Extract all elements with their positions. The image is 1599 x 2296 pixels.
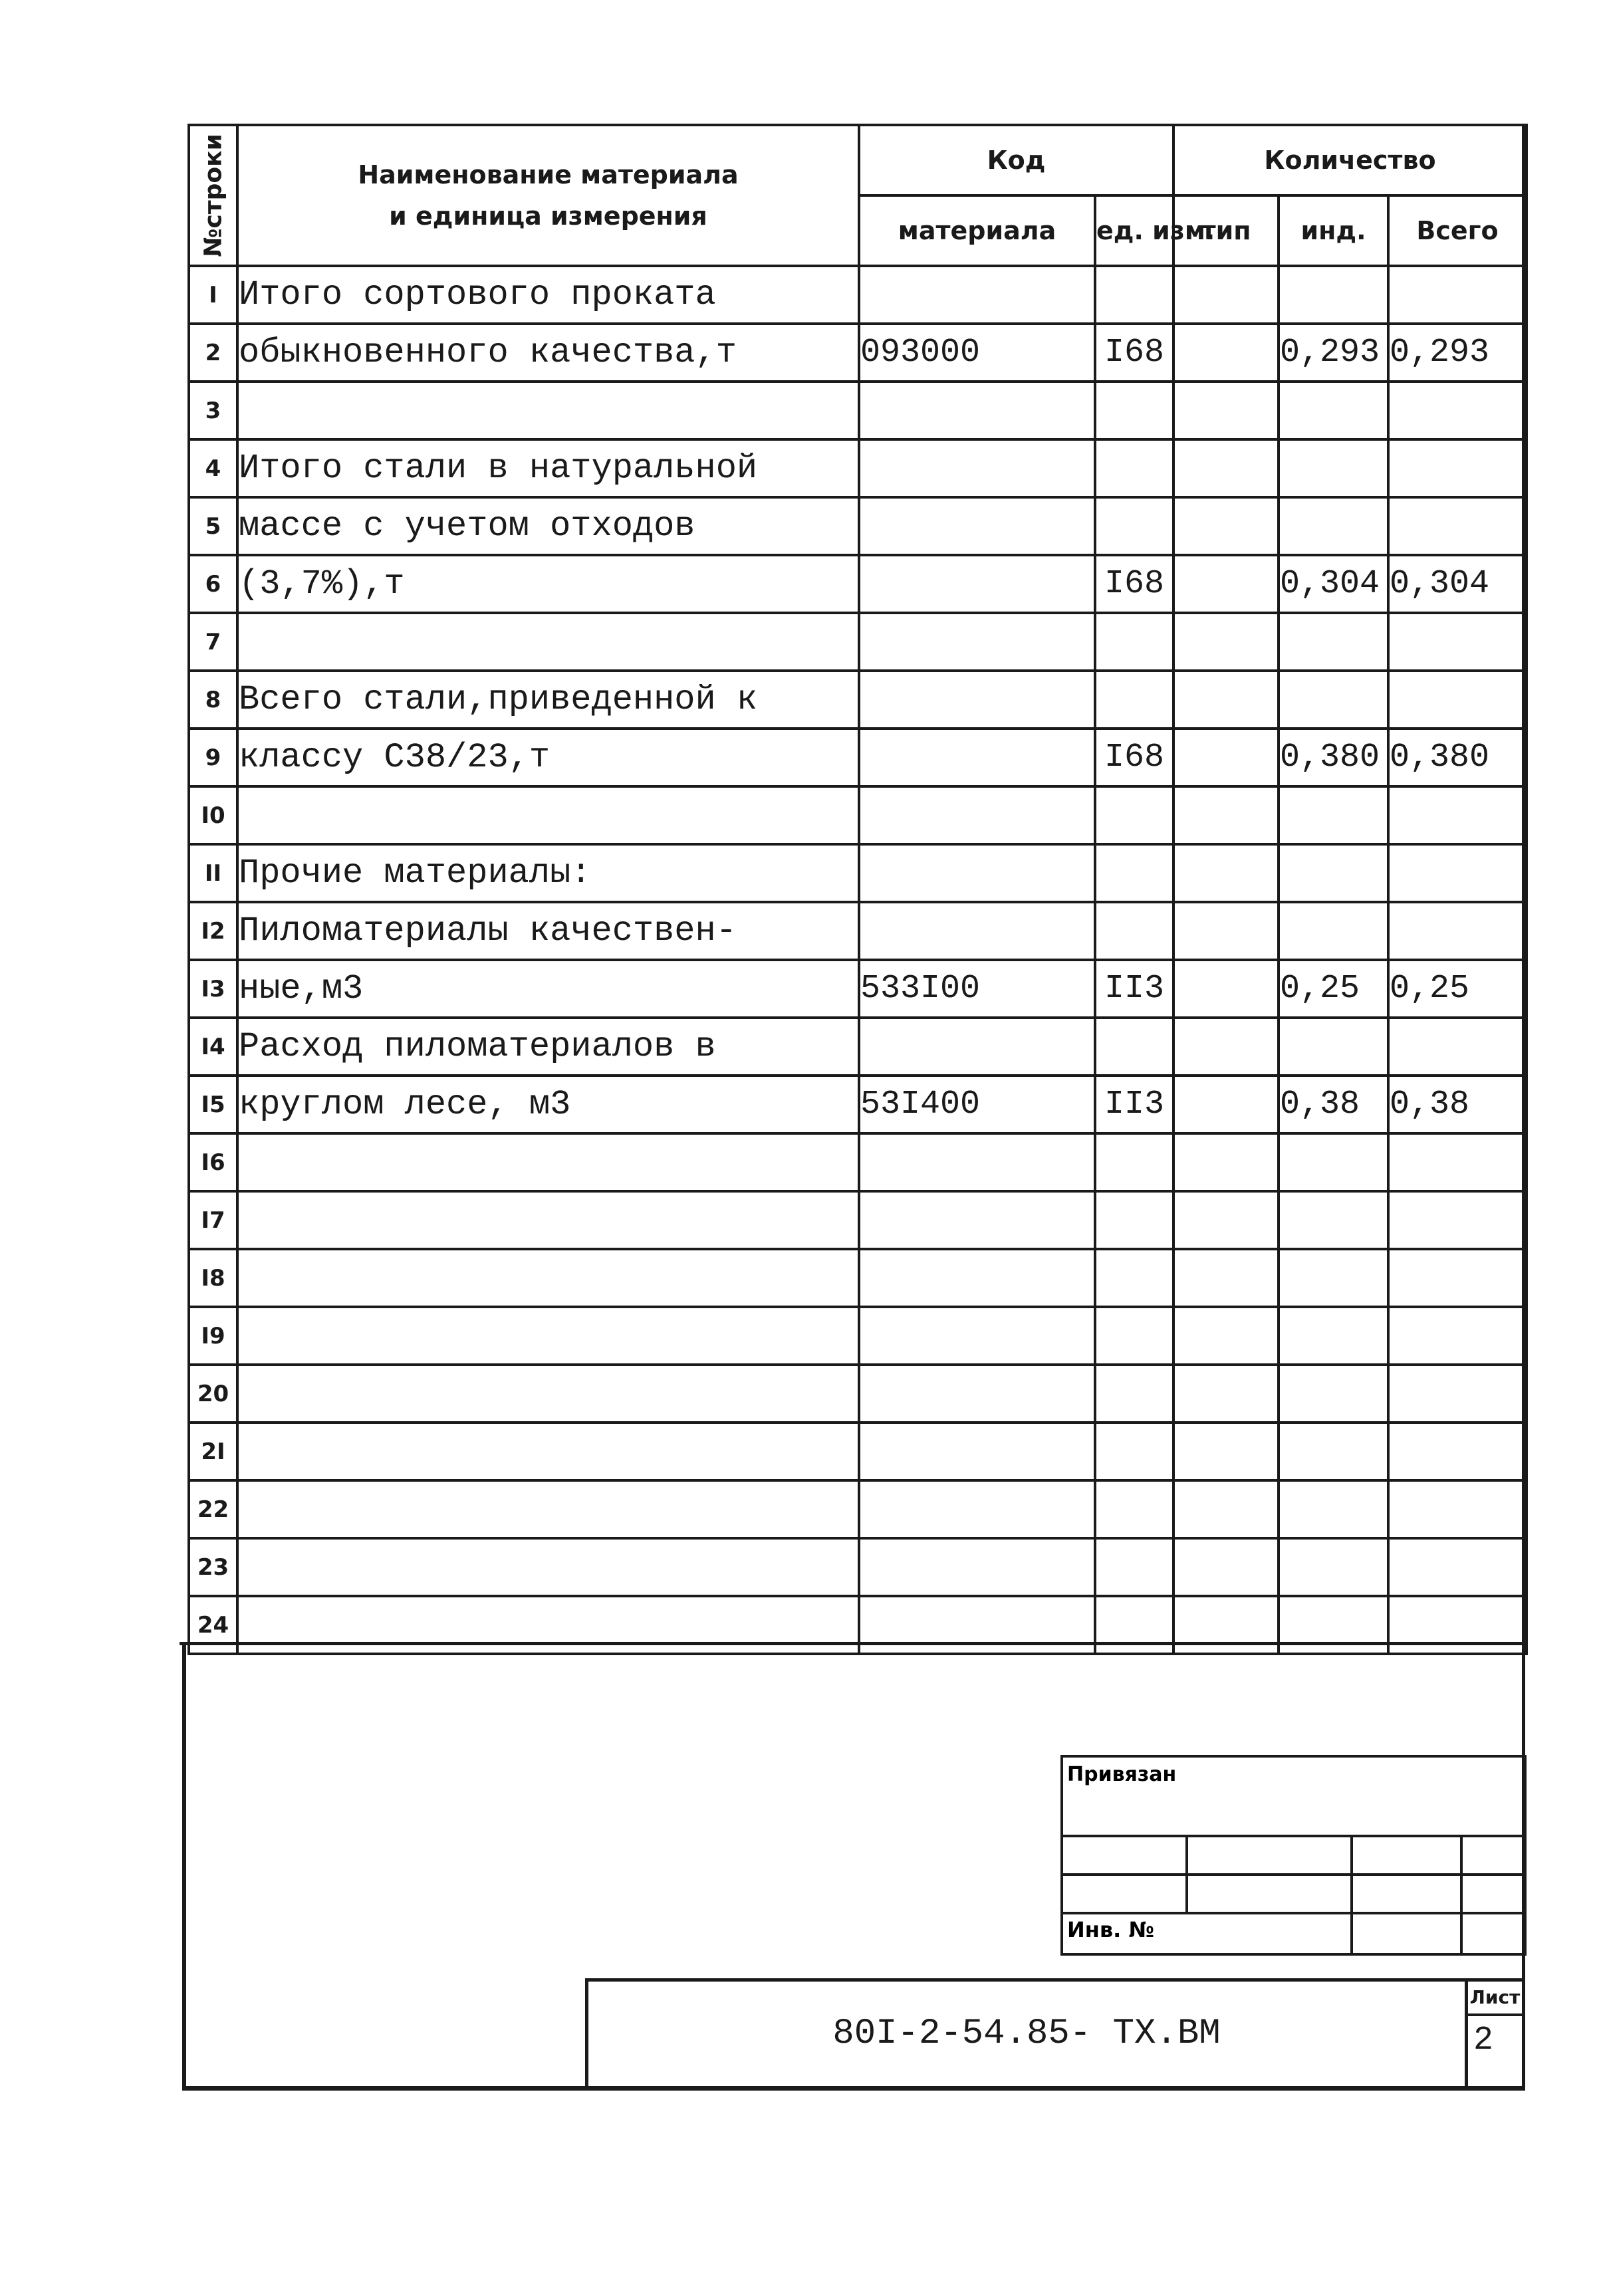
quantity-type-cell: [1173, 1365, 1279, 1423]
quantity-ind-cell: 0,293: [1279, 324, 1388, 382]
material-code-cell: [859, 266, 1095, 324]
quantity-ind-cell: [1279, 844, 1388, 902]
table-row: [189, 1191, 1527, 1249]
table-row: [189, 786, 1527, 844]
unit-code-cell: [1095, 439, 1173, 497]
quantity-total-cell: [1388, 1191, 1527, 1249]
total-header: Всего: [1388, 195, 1527, 266]
quantity-type-cell: [1173, 1538, 1279, 1596]
quantity-total-cell: [1388, 266, 1527, 324]
material-name-cell: Пиломатериалы качествен-: [237, 902, 859, 960]
material-code-cell: [859, 729, 1095, 786]
material-name-cell: Прочие материалы:: [237, 844, 859, 902]
row-number-header: №строки: [189, 125, 237, 266]
quantity-ind-cell: 0,38: [1279, 1076, 1388, 1133]
material-name-cell: Итого стали в натуральной: [237, 439, 859, 497]
material-name-cell: [237, 1538, 859, 1596]
quantity-total-cell: [1388, 382, 1527, 439]
row-number-cell: I9: [189, 1307, 237, 1365]
quantity-total-cell: 0,293: [1388, 324, 1527, 382]
quantity-type-cell: [1173, 1133, 1279, 1191]
quantity-ind-cell: [1279, 266, 1388, 324]
material-name-header: [237, 125, 859, 266]
row-number-cell: II: [189, 844, 237, 902]
quantity-ind-cell: [1279, 1480, 1388, 1538]
material-name-cell: ные,м3: [237, 960, 859, 1018]
quantity-total-cell: [1388, 1365, 1527, 1423]
table-row: [189, 1018, 1527, 1076]
quantity-total-cell: 0,380: [1388, 729, 1527, 786]
type-header: тип: [1173, 195, 1279, 266]
row-number-cell: 2: [189, 324, 237, 382]
table-row: [189, 382, 1527, 439]
table-row: [189, 497, 1527, 555]
material-code-cell: [859, 671, 1095, 729]
quantity-type-cell: [1173, 786, 1279, 844]
material-code-cell: [859, 382, 1095, 439]
table-row: [189, 1538, 1527, 1596]
material-code-cell: [859, 902, 1095, 960]
ind-header: инд.: [1279, 195, 1388, 266]
quantity-total-cell: [1388, 1018, 1527, 1076]
table-row: [189, 1423, 1527, 1480]
row-number-cell: I0: [189, 786, 237, 844]
table-row: [189, 439, 1527, 497]
table-row: [189, 613, 1527, 671]
quantity-type-cell: [1173, 1249, 1279, 1307]
quantity-type-cell: [1173, 266, 1279, 324]
row-number-cell: 3: [189, 382, 237, 439]
stamp-frame-bottom: [182, 2086, 1525, 2091]
row-number-cell: 9: [189, 729, 237, 786]
quantity-total-cell: [1388, 844, 1527, 902]
unit-code-cell: I68: [1095, 729, 1173, 786]
quantity-type-cell: [1173, 1307, 1279, 1365]
material-code-cell: [859, 1249, 1095, 1307]
quantity-total-cell: 0,304: [1388, 555, 1527, 613]
quantity-type-cell: [1173, 324, 1279, 382]
unit-code-cell: [1095, 1480, 1173, 1538]
quantity-ind-cell: 0,304: [1279, 555, 1388, 613]
document-code-box: [585, 1978, 1468, 2086]
sheet-label: Лист: [1468, 1982, 1522, 2016]
material-name-cell: [237, 786, 859, 844]
quantity-type-cell: [1173, 1191, 1279, 1249]
table-row: [189, 960, 1527, 1018]
material-code-cell: [859, 497, 1095, 555]
quantity-type-cell: [1173, 1018, 1279, 1076]
linkage-row: [1062, 1875, 1525, 1913]
material-name-cell: Итого сортового проката: [237, 266, 859, 324]
quantity-total-cell: [1388, 786, 1527, 844]
quantity-ind-cell: [1279, 1191, 1388, 1249]
quantity-ind-cell: [1279, 1307, 1388, 1365]
material-code-cell: [859, 439, 1095, 497]
stamp-frame-left: [182, 1642, 186, 2087]
material-code-header: материала: [859, 195, 1095, 266]
quantity-total-cell: [1388, 1423, 1527, 1480]
material-code-cell: 093000: [859, 324, 1095, 382]
inventory-number-label: Инв. №: [1062, 1913, 1352, 1954]
unit-code-cell: [1095, 1307, 1173, 1365]
quantity-total-cell: 0,25: [1388, 960, 1527, 1018]
unit-code-cell: [1095, 1018, 1173, 1076]
sheet-number: 2: [1473, 2021, 1494, 2059]
table-row: [189, 1480, 1527, 1538]
row-number-cell: 2I: [189, 1423, 237, 1480]
material-name-cell: массе с учетом отходов: [237, 497, 859, 555]
quantity-total-cell: [1388, 497, 1527, 555]
unit-code-cell: [1095, 1191, 1173, 1249]
quantity-type-cell: [1173, 844, 1279, 902]
material-name-cell: классу С38/23,т: [237, 729, 859, 786]
material-name-cell: обыкновенного качества,т: [237, 324, 859, 382]
table-row: [189, 1307, 1527, 1365]
material-name-cell: [237, 1307, 859, 1365]
unit-code-header: ед. изм.: [1095, 195, 1173, 266]
material-code-cell: [859, 1133, 1095, 1191]
quantity-ind-cell: [1279, 671, 1388, 729]
quantity-ind-cell: [1279, 1365, 1388, 1423]
materials-table-body: [189, 266, 1527, 1654]
quantity-type-cell: [1173, 1480, 1279, 1538]
material-code-cell: 53I400: [859, 1076, 1095, 1133]
material-code-cell: [859, 1538, 1095, 1596]
header-row-1: [189, 125, 1527, 195]
table-row: [189, 1076, 1527, 1133]
quantity-total-cell: [1388, 439, 1527, 497]
row-number-cell: 24: [189, 1596, 237, 1654]
quantity-ind-cell: [1279, 1018, 1388, 1076]
material-name-cell: Расход пиломатериалов в: [237, 1018, 859, 1076]
quantity-total-cell: [1388, 671, 1527, 729]
unit-code-cell: [1095, 902, 1173, 960]
quantity-ind-cell: [1279, 613, 1388, 671]
material-name-cell: [237, 1423, 859, 1480]
material-name-cell: [237, 382, 859, 439]
table-row: [189, 1133, 1527, 1191]
table-row: [189, 555, 1527, 613]
table-row: [189, 324, 1527, 382]
document-code: 80I-2-54.85- ТХ.ВМ: [832, 2013, 1221, 2054]
stamp-frame-top: [180, 1642, 1525, 1645]
linkage-row: [1062, 1836, 1525, 1875]
quantity-ind-cell: 0,25: [1279, 960, 1388, 1018]
material-code-cell: [859, 1365, 1095, 1423]
row-number-cell: I4: [189, 1018, 237, 1076]
quantity-total-cell: 0,38: [1388, 1076, 1527, 1133]
unit-code-cell: [1095, 266, 1173, 324]
quantity-total-cell: [1388, 613, 1527, 671]
quantity-ind-cell: 0,380: [1279, 729, 1388, 786]
name-header-line1: Наименование материала: [358, 160, 739, 189]
unit-code-cell: [1095, 671, 1173, 729]
table-row: [189, 671, 1527, 729]
unit-code-cell: [1095, 1423, 1173, 1480]
unit-code-cell: I68: [1095, 324, 1173, 382]
quantity-type-cell: [1173, 1076, 1279, 1133]
row-number-cell: 22: [189, 1480, 237, 1538]
sheet-number-box: [1465, 1978, 1525, 2086]
quantity-total-cell: [1388, 1307, 1527, 1365]
linked-label: Привязан: [1062, 1756, 1525, 1836]
material-name-cell: [237, 1133, 859, 1191]
unit-code-cell: II3: [1095, 960, 1173, 1018]
quantity-type-cell: [1173, 902, 1279, 960]
material-name-cell: [237, 1480, 859, 1538]
material-code-cell: [859, 613, 1095, 671]
row-number-cell: 23: [189, 1538, 237, 1596]
material-code-cell: 533I00: [859, 960, 1095, 1018]
quantity-type-cell: [1173, 960, 1279, 1018]
unit-code-cell: [1095, 1538, 1173, 1596]
unit-code-cell: [1095, 844, 1173, 902]
quantity-ind-cell: [1279, 902, 1388, 960]
materials-table: [187, 124, 1528, 1655]
quantity-type-cell: [1173, 671, 1279, 729]
material-code-cell: [859, 1480, 1095, 1538]
quantity-type-cell: [1173, 555, 1279, 613]
quantity-type-cell: [1173, 729, 1279, 786]
row-number-cell: I8: [189, 1249, 237, 1307]
material-name-cell: [237, 613, 859, 671]
name-header-line2: и единица измерения: [389, 201, 707, 231]
quantity-type-cell: [1173, 613, 1279, 671]
quantity-total-cell: [1388, 1538, 1527, 1596]
row-number-cell: I7: [189, 1191, 237, 1249]
material-name-cell: (3,7%),т: [237, 555, 859, 613]
inventory-extra-cell: [1461, 1913, 1525, 1954]
material-code-cell: [859, 1307, 1095, 1365]
row-number-cell: 6: [189, 555, 237, 613]
row-number-cell: I6: [189, 1133, 237, 1191]
material-code-cell: [859, 844, 1095, 902]
material-name-cell: [237, 1249, 859, 1307]
material-name-cell: круглом лесе, м3: [237, 1076, 859, 1133]
material-code-cell: [859, 1423, 1095, 1480]
row-number-cell: 8: [189, 671, 237, 729]
quantity-ind-cell: [1279, 497, 1388, 555]
quantity-header: Количество: [1173, 125, 1527, 195]
row-number-cell: 7: [189, 613, 237, 671]
inventory-number-cell: [1352, 1913, 1461, 1954]
material-code-cell: [859, 786, 1095, 844]
table-row: [189, 844, 1527, 902]
material-name-cell: [237, 1191, 859, 1249]
code-header: Код: [859, 125, 1173, 195]
row-number-cell: 4: [189, 439, 237, 497]
unit-code-cell: II3: [1095, 1076, 1173, 1133]
unit-code-cell: [1095, 613, 1173, 671]
quantity-type-cell: [1173, 1423, 1279, 1480]
row-number-cell: I: [189, 266, 237, 324]
quantity-ind-cell: [1279, 1133, 1388, 1191]
unit-code-cell: [1095, 786, 1173, 844]
quantity-type-cell: [1173, 382, 1279, 439]
quantity-type-cell: [1173, 439, 1279, 497]
material-name-cell: [237, 1365, 859, 1423]
unit-code-cell: [1095, 1249, 1173, 1307]
table-row: [189, 266, 1527, 324]
quantity-total-cell: [1388, 902, 1527, 960]
quantity-total-cell: [1388, 1249, 1527, 1307]
quantity-ind-cell: [1279, 1538, 1388, 1596]
table-row: [189, 729, 1527, 786]
material-code-cell: [859, 1018, 1095, 1076]
table-row: [189, 1249, 1527, 1307]
table-row: [189, 902, 1527, 960]
unit-code-cell: I68: [1095, 555, 1173, 613]
quantity-ind-cell: [1279, 786, 1388, 844]
table-row: [189, 1365, 1527, 1423]
quantity-ind-cell: [1279, 1249, 1388, 1307]
unit-code-cell: [1095, 1365, 1173, 1423]
material-name-cell: Всего стали,приведенной к: [237, 671, 859, 729]
quantity-ind-cell: [1279, 1423, 1388, 1480]
unit-code-cell: [1095, 497, 1173, 555]
unit-code-cell: [1095, 1133, 1173, 1191]
row-number-cell: 20: [189, 1365, 237, 1423]
row-number-cell: I5: [189, 1076, 237, 1133]
row-number-cell: I2: [189, 902, 237, 960]
quantity-total-cell: [1388, 1133, 1527, 1191]
material-code-cell: [859, 555, 1095, 613]
row-number-cell: I3: [189, 960, 237, 1018]
quantity-ind-cell: [1279, 382, 1388, 439]
quantity-ind-cell: [1279, 439, 1388, 497]
row-number-cell: 5: [189, 497, 237, 555]
quantity-type-cell: [1173, 497, 1279, 555]
material-code-cell: [859, 1191, 1095, 1249]
quantity-total-cell: [1388, 1480, 1527, 1538]
unit-code-cell: [1095, 382, 1173, 439]
linkage-block: [1060, 1755, 1527, 1956]
